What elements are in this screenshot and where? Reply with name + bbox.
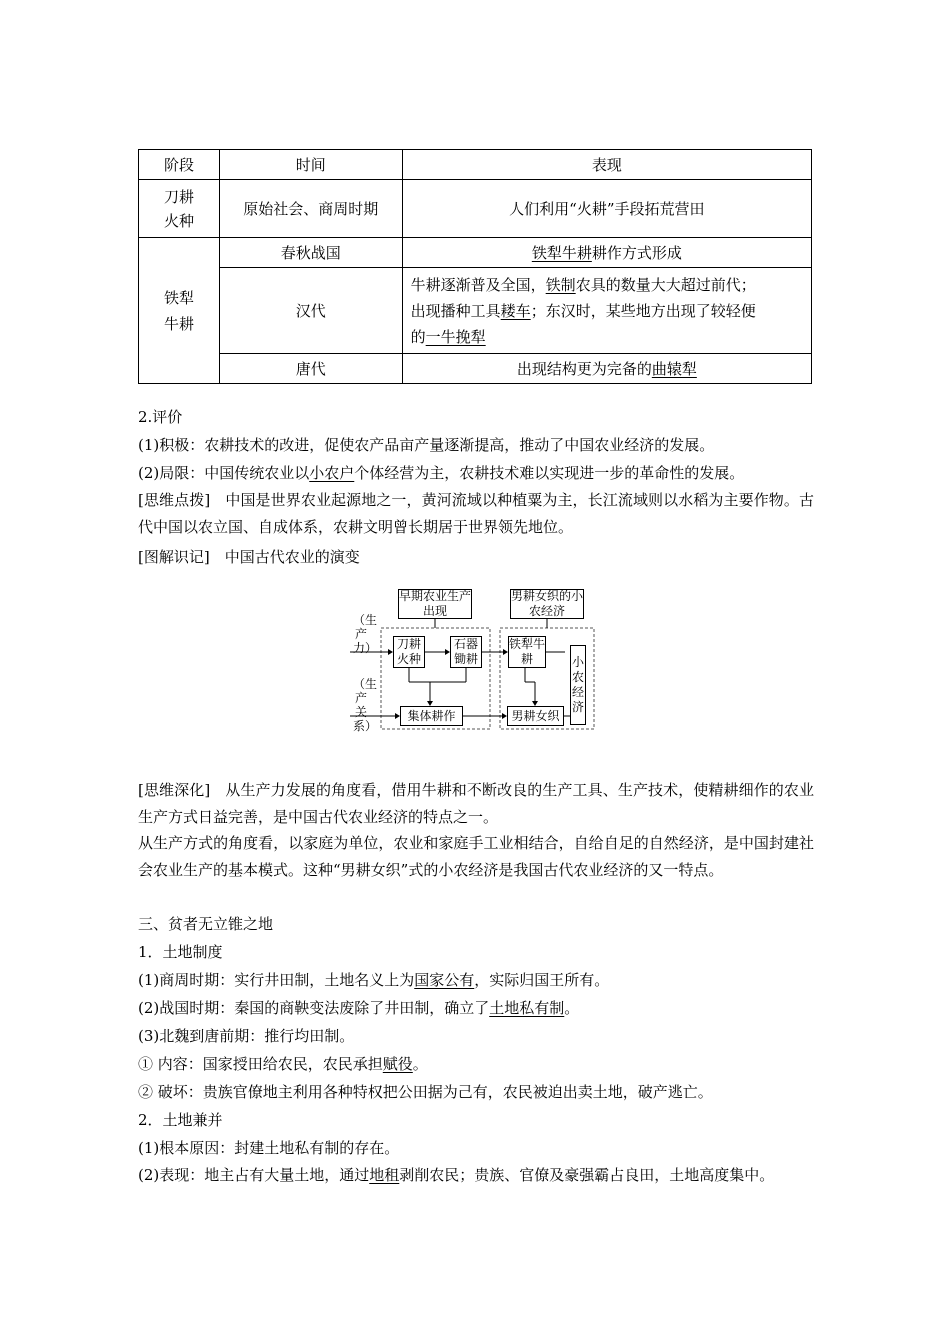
agriculture-evolution-diagram bbox=[350, 585, 600, 750]
underlined-term: 曲辕犁 bbox=[651, 359, 697, 378]
land-line-3: (3)北魏到唐前期：推行均田制。 bbox=[138, 1027, 355, 1045]
desc-text: 出现播种工具 bbox=[410, 301, 501, 320]
annex-line-1: (1)根本原因：封建土地私有制的存在。 bbox=[138, 1139, 400, 1157]
agriculture-stages-table bbox=[138, 149, 812, 384]
underlined-term: 国家公有 bbox=[414, 971, 475, 989]
underlined-term: 土地私有制 bbox=[489, 999, 565, 1017]
male-farm-female-weave-box: 男耕女织 bbox=[507, 706, 564, 726]
underlined-term: 小农户 bbox=[309, 464, 355, 482]
stage-label: 刀耕火种 bbox=[163, 187, 194, 230]
underlined-term: 铁犁牛耕 bbox=[531, 243, 592, 262]
header-performance: 表现 bbox=[402, 150, 811, 180]
table-row bbox=[139, 238, 812, 268]
subsection-land-system: 1．土地制度 bbox=[138, 943, 223, 961]
desc-line bbox=[411, 324, 803, 350]
section-3-title: 三、贫者无立锥之地 bbox=[138, 915, 274, 933]
desc-cell bbox=[402, 238, 811, 268]
desc-cell: 人们利用“火耕”手段拓荒营田 bbox=[402, 180, 811, 238]
slash-burn-box: 刀耕火种 bbox=[393, 636, 425, 668]
header-time: 时间 bbox=[219, 150, 402, 180]
desc-line bbox=[411, 272, 803, 298]
deep-thinking-1: [思维深化] 从生产力发展的角度看，借用牛耕和不断改良的生产工具、生产技术，使精耕细作的农业生产方式日益完善，是中国古代农业经济的特点之一。 bbox=[138, 781, 814, 826]
text: 个体经营为主，农耕技术难以实现进一步的革命性的发展。 bbox=[354, 464, 745, 482]
production-relations-label: （生产关系） bbox=[353, 677, 378, 733]
underlined-term: 一牛挽犁 bbox=[425, 327, 486, 346]
annex-line-2 bbox=[138, 1162, 814, 1189]
underlined-term: 赋役 bbox=[382, 1055, 413, 1073]
text: (2)战国时期：秦国的商鞅变法废除了井田制，确立了 bbox=[138, 999, 490, 1017]
time-cell: 汉代 bbox=[219, 268, 402, 354]
desc-text: 农具的数量大大超过前代； bbox=[575, 275, 756, 294]
time-cell: 唐代 bbox=[219, 354, 402, 384]
time-cell: 原始社会、商周时期 bbox=[219, 180, 402, 238]
small-economy-box: 小农经济 bbox=[570, 645, 586, 725]
text: ，实际归国王所有。 bbox=[474, 971, 610, 989]
desc-cell bbox=[402, 354, 811, 384]
early-agriculture-box: 早期农业生产出现 bbox=[399, 589, 472, 618]
land-line-5: ② 破坏：贵族官僚地主利用各种特权把公田据为己有，农民被迫出卖土地，破产逃亡。 bbox=[138, 1083, 713, 1101]
desc-text: 耕作方式形成 bbox=[591, 243, 682, 262]
text: (2)局限：中国传统农业以 bbox=[138, 464, 310, 482]
land-line-1 bbox=[138, 968, 814, 993]
desc-text: 出现结构更为完备的 bbox=[516, 359, 652, 378]
land-line-4 bbox=[138, 1052, 814, 1077]
header-stage: 阶段 bbox=[139, 150, 220, 180]
text: 。 bbox=[412, 1055, 428, 1073]
desc-line bbox=[411, 298, 803, 324]
text: 剥削农民；贵族、官僚及豪强霸占良田，土地高度集中。 bbox=[399, 1166, 775, 1184]
underlined-term: 耧车 bbox=[500, 301, 531, 320]
text: (2)表现：地主占有大量土地，通过 bbox=[138, 1166, 370, 1184]
table-row bbox=[139, 180, 812, 238]
small-peasant-economy-box: 男耕女织的小农经济 bbox=[511, 589, 584, 618]
land-line-2 bbox=[138, 996, 814, 1021]
collective-farming-box: 集体耕作 bbox=[400, 706, 463, 726]
deep-thinking-2: 从生产方式的角度看，以家庭为单位，农业和家庭手工业相结合，自给自足的自然经济，是中国封建社会农业生产的基本模式。这种“男耕女织”式的小农经济是我国古代农业经济的又一特点。 bbox=[138, 834, 814, 879]
stage-label: 铁犁牛耕 bbox=[163, 288, 194, 333]
text: (1)商周时期：实行井田制，土地名义上为 bbox=[138, 971, 415, 989]
table-header-row bbox=[139, 150, 812, 180]
desc-text: ；东汉时，某些地方出现了较轻便 bbox=[530, 301, 756, 320]
thinking-tip: [思维点拨] 中国是世界农业起源地之一，黄河流域以种植粟为主，长江流域则以水稻为主要作物。古代中国以农立国、自成体系，农耕文明曾长期居于世界领先地位。 bbox=[138, 491, 814, 536]
illustration-title: [图解识记] 中国古代农业的演变 bbox=[138, 548, 360, 566]
desc-cell bbox=[402, 268, 811, 354]
eval-limitation bbox=[138, 461, 814, 486]
eval-positive: (1)积极：农耕技术的改进，促使农产品亩产量逐渐提高，推动了中国农业经济的发展。 bbox=[138, 436, 715, 454]
stage-cell bbox=[139, 180, 220, 238]
subsection-land-annexation: 2．土地兼并 bbox=[138, 1111, 223, 1129]
underlined-term: 铁制 bbox=[545, 275, 576, 294]
table-row bbox=[139, 268, 812, 354]
time-cell: 春秋战国 bbox=[219, 238, 402, 268]
text: 。 bbox=[564, 999, 580, 1017]
productivity-label: （生产力） bbox=[353, 613, 378, 655]
table-row bbox=[139, 354, 812, 384]
text: ① 内容：国家授田给农民，农民承担 bbox=[138, 1055, 383, 1073]
section-2-title: 2.评价 bbox=[138, 408, 183, 426]
underlined-term: 地租 bbox=[369, 1166, 400, 1184]
desc-text: 的 bbox=[410, 327, 426, 346]
stone-hoe-box: 石器锄耕 bbox=[450, 636, 482, 668]
iron-plough-box: 铁犁牛耕 bbox=[509, 637, 546, 666]
desc-text: 牛耕逐渐普及全国， bbox=[410, 275, 546, 294]
stage-cell bbox=[139, 238, 220, 384]
